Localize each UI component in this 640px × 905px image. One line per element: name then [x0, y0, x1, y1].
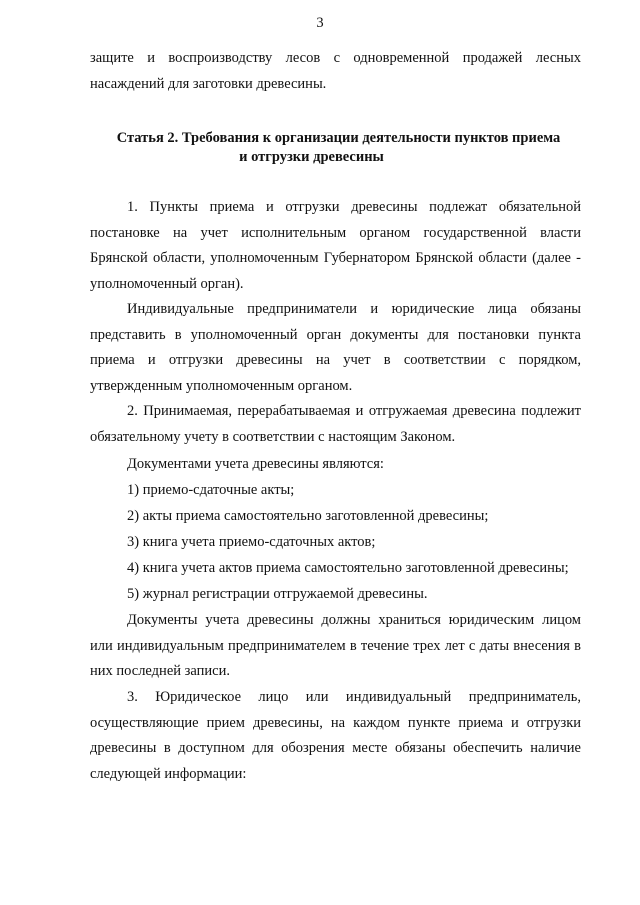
list-item: 5) журнал регистрации отгружаемой древесины.	[127, 586, 428, 602]
article-heading	[90, 129, 581, 167]
paragraph-6	[90, 685, 581, 787]
page-number: 3	[316, 15, 324, 31]
paragraph-1: 1. Пункты приема и отгрузки древесины подлежат обязательной постановке на учет исполнительным органом государственной власти Брянской области, уполномоченным Губернатором Брянской области (далее - уполномоченный орган).	[90, 199, 581, 292]
paragraph-6-rest: осуществляющие прием древесины, на каждом пункте приема и отгрузки древесины в доступном для обозрения месте обязаны обеспечить наличие следующей информации:	[90, 714, 581, 782]
paragraph-3: 2. Принимаемая, перерабатываемая и отгружаемая древесина подлежит обязательному учету в соответствии с настоящим Законом.	[90, 403, 581, 445]
paragraph-6-first-line: 3. Юридическое лицо или индивидуальный предприниматель,	[127, 689, 581, 705]
list-item: 1) приемо-сдаточные акты;	[127, 482, 295, 498]
list-item: 2) акты приема самостоятельно заготовленной древесины;	[127, 508, 489, 524]
paragraph-2: Индивидуальные предприниматели и юридические лица обязаны представить в уполномоченный орган документы для постановки пункта приема и отгрузки древесины на учет в соответствии с порядком, утвержденным уполномоченным органом.	[90, 301, 581, 394]
intro-paragraph: защите и воспроизводству лесов с одновременной продажей лесных насаждений для заготовки древесины.	[90, 50, 581, 92]
article-heading-line-1: Статья 2. Требования к организации деятельности пунктов приема	[116, 130, 561, 146]
paragraph-4: Документами учета древесины являются:	[127, 456, 384, 472]
article-heading-line-2: и отгрузки древесины	[239, 149, 384, 165]
list-item: 3) книга учета приемо-сдаточных актов;	[127, 534, 376, 550]
list-item: 4) книга учета актов приема самостоятельно заготовленной древесины;	[127, 560, 569, 576]
paragraph-5: Документы учета древесины должны храниться юридическим лицом или индивидуальным предпринимателем в течение трех лет с даты внесения в них последней записи.	[90, 612, 581, 679]
